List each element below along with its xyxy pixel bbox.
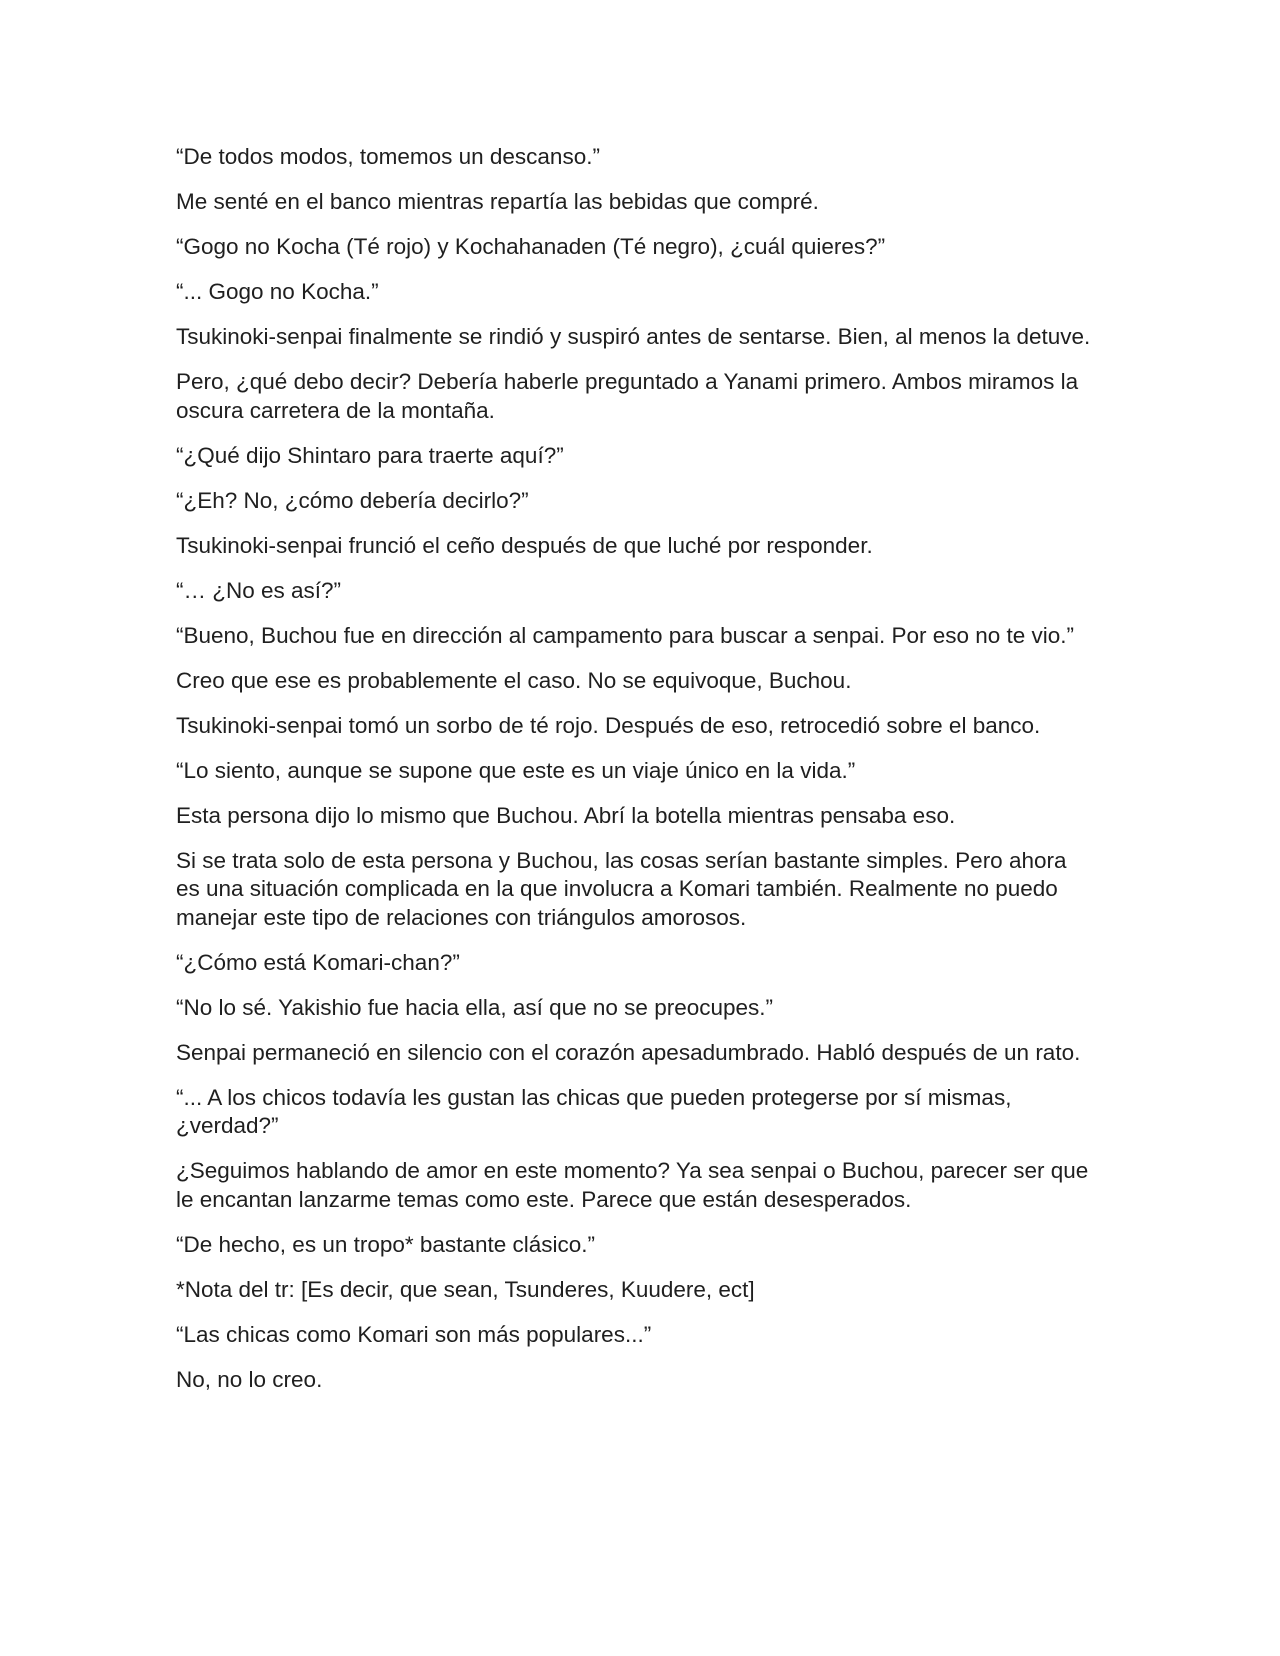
document-body [176,143,1096,1411]
paragraph: Me senté en el banco mientras repartía las bebidas que compré. [176,189,819,214]
paragraph: Pero, ¿qué debo decir? Debería haberle preguntado a Yanami primero. Ambos miramos la oscura carretera de la montaña. [176,369,1079,423]
paragraph: “¿Cómo está Komari-chan?” [176,949,460,975]
paragraph: Esta persona dijo lo mismo que Buchou. Abrí la botella mientras pensaba eso. [176,802,956,828]
paragraph: Tsukinoki-senpai frunció el ceño después de que luché por responder. [176,532,873,558]
paragraph: Tsukinoki-senpai tomó un sorbo de té rojo. Después de eso, retrocedió sobre el banco. [176,712,1041,738]
paragraph: “Lo siento, aunque se supone que este es un viaje único en la vida.” [176,757,856,783]
paragraph: “Bueno, Buchou fue en dirección al campamento para buscar a senpai. Por eso no te vio.” [176,622,1075,648]
paragraph: “... Gogo no Kocha.” [176,279,379,304]
paragraph: “De todos modos, tomemos un descanso.” [176,144,600,169]
paragraph: Senpai permaneció en silencio con el corazón apesadumbrado. Habló después de un rato. [176,1039,1081,1065]
paragraph: “¿Qué dijo Shintaro para traerte aquí?” [176,442,564,468]
paragraph: “Las chicas como Komari son más populares...” [176,1321,652,1347]
paragraph: Si se trata solo de esta persona y Buchou, las cosas serían bastante simples. Pero ahora es una situación complicada en la que involucra a Komari también. Realmente no puedo manejar este tipo de relaciones con triángulos amorosos. [176,847,1067,930]
paragraph: “Gogo no Kocha (Té rojo) y Kochahanaden (Té negro), ¿cuál quieres?” [176,234,886,259]
paragraph: Creo que ese es probablemente el caso. No se equivoque, Buchou. [176,667,852,693]
paragraph: ¿Seguimos hablando de amor en este momento? Ya sea senpai o Buchou, parecer ser que le encantan lanzarme temas como este. Parece que están desesperados. [176,1158,1089,1212]
translator-note: *Nota del tr: [Es decir, que sean, Tsunderes, Kuudere, ect] [176,1276,755,1302]
paragraph: “No lo sé. Yakishio fue hacia ella, así que no se preocupes.” [176,994,774,1020]
paragraph: No, no lo creo. [176,1366,323,1392]
paragraph: “¿Eh? No, ¿cómo debería decirlo?” [176,487,529,513]
paragraph: Tsukinoki-senpai finalmente se rindió y suspiró antes de sentarse. Bien, al menos la detuve. [176,324,1091,349]
paragraph: “… ¿No es así?” [176,577,342,603]
paragraph: “... A los chicos todavía les gustan las chicas que pueden protegerse por sí mismas, ¿verdad?” [176,1084,1012,1138]
paragraph: “De hecho, es un tropo* bastante clásico.” [176,1231,595,1257]
